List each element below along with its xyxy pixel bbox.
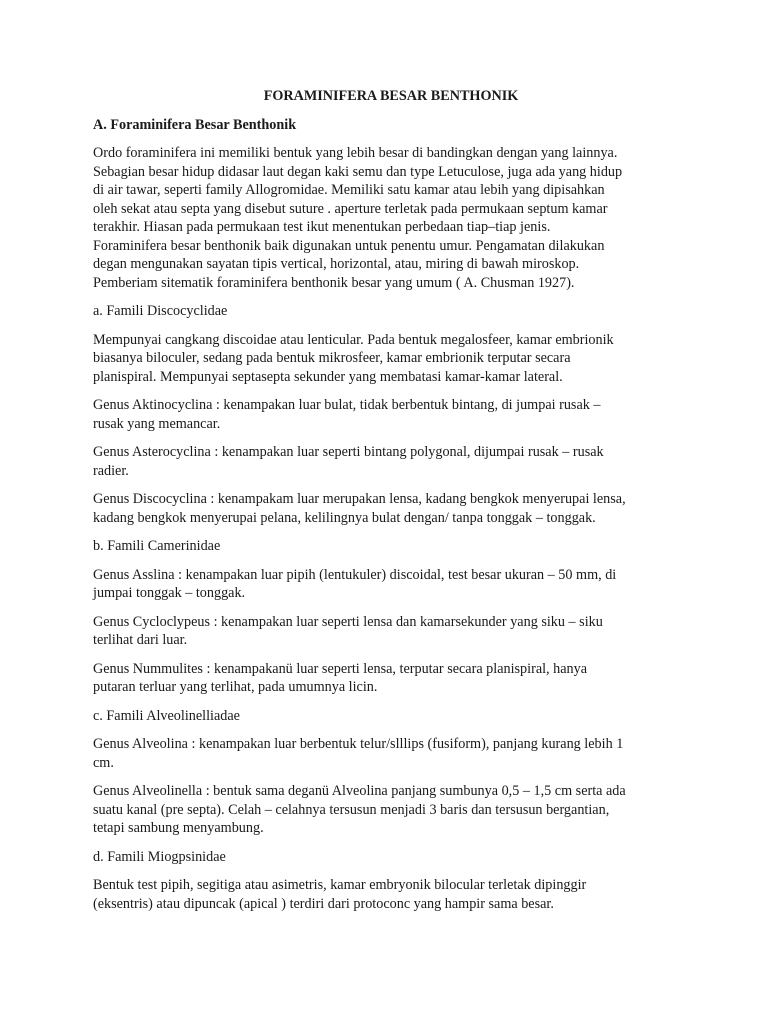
paragraph [93, 566, 681, 603]
text-line: di air tawar, seperti family Allogromidae. Memiliki satu kamar atau lebih yang dipisahkan [93, 182, 605, 198]
text-line: Genus Discocyclina : kenampakam luar merupakan lensa, kadang bengkok menyerupai lensa, [93, 491, 626, 507]
text-line: radier. [93, 462, 129, 479]
text-line: c. Famili Alveolinelliadae [93, 707, 240, 724]
text-line: Mempunyai cangkang discoidae atau lenticular. Pada bentuk megalosfeer, kamar embrionik [93, 331, 614, 348]
text-line: Genus Alveolinella : bentuk sama deganü Alveolina panjang sumbunya 0,5 – 1,5 cm serta ada [93, 783, 626, 799]
text-line: biasanya biloculer, sedang pada bentuk mikrosfeer, kamar embrionik terputar secara [93, 350, 571, 366]
text-line: (eksentris) atau dipuncak (apical ) terdiri dari protoconc yang hampir sama besar. [93, 895, 554, 912]
paragraph [93, 876, 681, 913]
text-line: d. Famili Miogpsinidae [93, 848, 226, 865]
text-line: terlihat dari luar. [93, 632, 188, 648]
paragraph [93, 396, 681, 433]
section-heading: A. Foraminifera Besar Benthonik [93, 116, 297, 133]
subheading [93, 707, 681, 726]
text-line: degan mengunakan sayatan tipis vertical, horizontal, atau, miring di bawah miroskop. [93, 256, 580, 272]
text-line: Genus Aktinocyclina : kenampakan luar bulat, tidak berbentuk bintang, di jumpai rusak – [93, 397, 601, 413]
text-line: kadang bengkok menyerupai pelana, kelilingnya bulat dengan/ tanpa tonggak – tonggak. [93, 509, 596, 526]
text-line: Genus Asterocyclina : kenampakan luar seperti bintang polygonal, dijumpai rusak – rusak [93, 444, 604, 460]
paragraph [93, 660, 681, 697]
text-line: a. Famili Discocyclidae [93, 303, 228, 319]
paragraph [93, 735, 681, 772]
document-page [93, 87, 681, 923]
paragraph [93, 613, 681, 650]
document-title: FORAMINIFERA BESAR BENTHONIK [263, 88, 519, 104]
text-line: Sebagian besar hidup didasar laut degan kaki semu dan type Letuculose, juga ada yang hidup [93, 163, 623, 180]
text-line: Ordo foraminifera ini memiliki bentuk yang lebih besar di bandingkan dengan yang lainnya. [93, 145, 618, 161]
text-line: b. Famili Camerinidae [93, 538, 221, 554]
document-body [93, 144, 681, 913]
paragraph [93, 490, 681, 527]
text-line: Bentuk test pipih, segitiga atau asimetris, kamar embryonik bilocular terletak dipinggir [93, 877, 587, 893]
text-line: planispiral. Mempunyai septasepta sekunder yang membatasi kamar-kamar lateral. [93, 368, 563, 385]
text-line: Genus Nummulites : kenampakanü luar seperti lensa, terputar secara planispiral, hanya [93, 660, 588, 677]
text-line: rusak yang memancar. [93, 415, 221, 432]
text-line: Pemberiam sitematik foraminifera benthonik besar yang umum ( A. Chusman 1927). [93, 274, 575, 291]
text-line: putaran terluar yang terlihat, pada umumnya licin. [93, 679, 378, 695]
text-line: Genus Cycloclypeus : kenampakan luar seperti lensa dan kamarsekunder yang siku – siku [93, 613, 603, 630]
text-line: tetapi sambung menyambung. [93, 820, 264, 836]
text-line: cm. [93, 754, 114, 771]
paragraph [93, 144, 681, 292]
text-line: jumpai tonggak – tonggak. [93, 585, 246, 601]
text-line: terakhir. Hiasan pada permukaan test ikut menentukan perbedaan tiap–tiap jenis. [93, 219, 551, 235]
text-line: Genus Alveolina : kenampakan luar berbentuk telur/slllips (fusiform), panjang kurang lebih 1 [93, 736, 624, 752]
text-line: oleh sekat atau septa yang disebut suture . aperture terletak pada permukaan septum kamar [93, 200, 608, 217]
paragraph [93, 782, 681, 838]
subheading [93, 537, 681, 556]
subheading [93, 848, 681, 867]
paragraph [93, 331, 681, 387]
paragraph [93, 443, 681, 480]
text-line: Genus Asslina : kenampakan luar pipih (lentukuler) discoidal, test besar ukuran – 50 mm, di [93, 566, 617, 583]
subheading [93, 302, 681, 321]
text-line: Foraminifera besar benthonik baik digunakan untuk penentu umur. Pengamatan dilakukan [93, 237, 605, 254]
text-line: suatu kanal (pre septa). Celah – celahnya tersusun menjadi 3 baris dan tersusun bergantian, [93, 801, 610, 818]
